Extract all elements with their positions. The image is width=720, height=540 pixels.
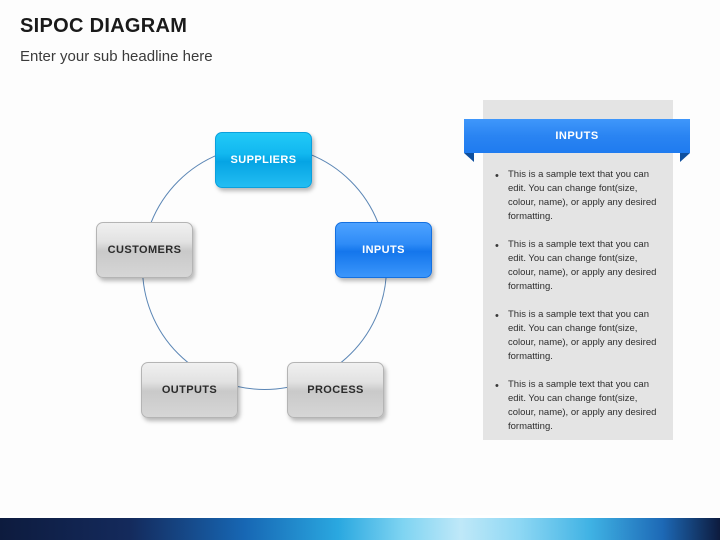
bullet-marker-icon: • [495, 240, 499, 252]
page-subtitle: Enter your sub headline here [20, 48, 213, 65]
list-item-text: This is a sample text that you can edit. You can change font(size, colour, name), or apply any desired formatting. [508, 239, 657, 292]
detail-panel-header [464, 119, 690, 153]
bullet-marker-icon: • [495, 310, 499, 322]
bullet-marker-icon: • [495, 380, 499, 392]
list-item-text: This is a sample text that you can edit. You can change font(size, colour, name), or apply any desired formatting. [508, 169, 657, 222]
node-outputs-label: OUTPUTS [161, 384, 218, 396]
ribbon-fold-left-icon [464, 153, 474, 162]
node-suppliers[interactable] [215, 132, 312, 188]
node-inputs[interactable] [335, 222, 432, 278]
detail-panel-bullet-list [495, 168, 665, 448]
list-item [495, 168, 665, 224]
list-item [495, 238, 665, 294]
node-suppliers-label: SUPPLIERS [230, 154, 297, 166]
ribbon-fold-right-icon [680, 153, 690, 162]
list-item [495, 308, 665, 364]
list-item [495, 378, 665, 434]
node-customers-label: CUSTOMERS [107, 244, 182, 256]
footer-decoration-bar [0, 518, 720, 540]
node-process-label: PROCESS [307, 384, 364, 396]
node-outputs[interactable] [141, 362, 238, 418]
node-customers[interactable] [96, 222, 193, 278]
bullet-marker-icon: • [495, 170, 499, 182]
page-title: SIPOC DIAGRAM [20, 15, 188, 37]
sipoc-circle-diagram [80, 105, 460, 455]
node-inputs-label: INPUTS [362, 244, 405, 256]
detail-panel-title: INPUTS [555, 130, 599, 142]
list-item-text: This is a sample text that you can edit. You can change font(size, colour, name), or apply any desired formatting. [508, 379, 657, 432]
node-process[interactable] [287, 362, 384, 418]
list-item-text: This is a sample text that you can edit. You can change font(size, colour, name), or apply any desired formatting. [508, 309, 657, 362]
